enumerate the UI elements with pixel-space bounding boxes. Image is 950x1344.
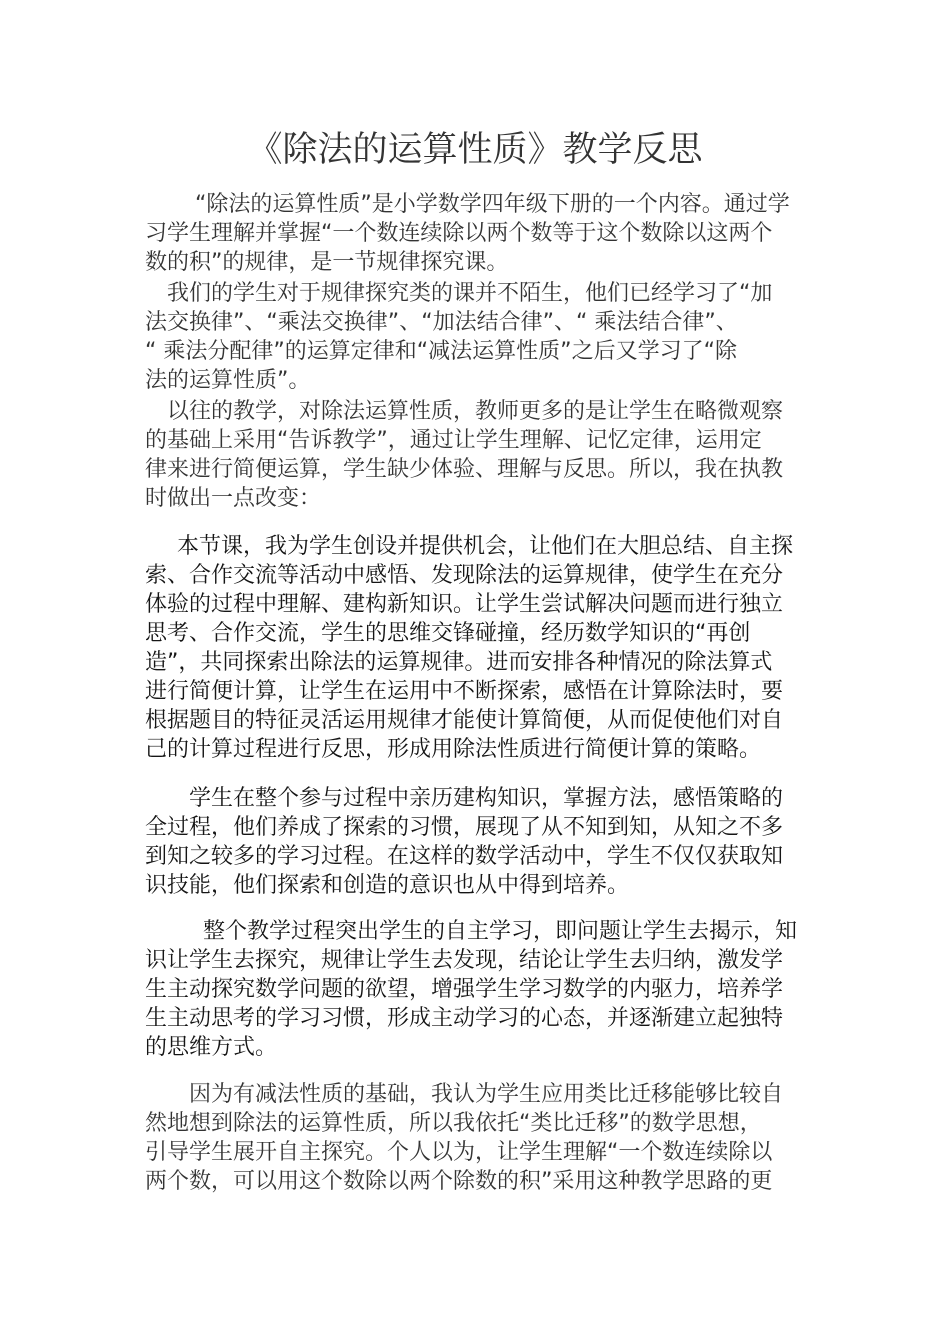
paragraph-line: 本节课，我为学生创设并提供机会，让他们在大胆总结、自主探 [177, 534, 794, 559]
paragraph-line: 进行简便计算，让学生在运用中不断探索，感悟在计算除法时，要 [145, 679, 784, 704]
paragraph-line: 索、合作交流等活动中感悟、发现除法的运算规律，使学生在充分 [145, 563, 784, 588]
paragraph-line: 学生在整个参与过程中亲历建构知识，掌握方法，感悟策略的 [189, 786, 784, 811]
paragraph-line: 时做出一点改变： [145, 486, 322, 511]
paragraph-line: 习学生理解并掌握“一个数连续除以两个数等于这个数除以这两个 [145, 221, 773, 246]
paragraph-line: “ 乘法分配律”的运算定律和“减法运算性质”之后又学习了“除 [145, 339, 737, 364]
paragraph-line: “除法的运算性质”是小学数学四年级下册的一个内容。通过学 [195, 192, 790, 217]
paragraph-line: 以往的教学，对除法运算性质，教师更多的是让学生在略微观察 [167, 399, 784, 424]
paragraph-4 [145, 532, 813, 764]
paragraph-line: 律来进行简便运算，学生缺少体验、理解与反思。所以，我在执教 [145, 457, 784, 482]
paragraph-line: 两个数，可以用这个数除以两个除数的积”采用这种教学思路的更 [145, 1169, 773, 1194]
paragraph-line: 到知之较多的学习过程。在这样的数学活动中，学生不仅仅获取知 [145, 844, 784, 869]
paragraph-6 [145, 917, 813, 1062]
paragraph-5 [145, 784, 813, 900]
paragraph-line: 生主动思考的学习习惯，形成主动学习的心态，并逐渐建立起独特 [145, 1006, 784, 1031]
paragraph-line: 因为有减法性质的基础，我认为学生应用类比迁移能够比较自 [189, 1082, 784, 1107]
paragraph-line: 的基础上采用“告诉教学”，通过让学生理解、记忆定律，运用定 [145, 428, 762, 453]
paragraph-line: 识让学生去探究，规律让学生去发现，结论让学生去归纳，激发学 [145, 948, 784, 973]
paragraph-line: 全过程，他们养成了探索的习惯，展现了从不知到知，从知之不多 [145, 815, 784, 840]
paragraph-line: 法的运算性质”。 [145, 368, 311, 393]
paragraph-line: 根据题目的特征灵活运用规律才能使计算简便，从而促使他们对自 [145, 708, 784, 733]
document-title: 《除法的运算性质》教学反思 [247, 130, 703, 170]
paragraph-line: 引导学生展开自主探究。个人以为，让学生理解“一个数连续除以 [145, 1140, 773, 1165]
paragraph-line: 体验的过程中理解、建构新知识。让学生尝试解决问题而进行独立 [145, 592, 784, 617]
paragraph-line: 法交换律”、“乘法交换律”、“加法结合律”、“ 乘法结合律”、 [145, 310, 738, 335]
paragraph-3 [145, 397, 813, 513]
paragraph-line: 己的计算过程进行反思，形成用除法性质进行简便计算的策略。 [145, 737, 762, 762]
paragraph-line: 的思维方式。 [145, 1035, 278, 1060]
paragraph-line: 思考、合作交流，学生的思维交锋碰撞，经历数学知识的“再创 [145, 621, 751, 646]
paragraph-7 [145, 1080, 813, 1196]
paragraph-line: 识技能，他们探索和创造的意识也从中得到培养。 [145, 873, 630, 898]
paragraph-2 [145, 279, 813, 395]
paragraph-line: 数的积”的规律，是一节规律探究课。 [145, 250, 509, 275]
paragraph-line: 我们的学生对于规律探究类的课并不陌生，他们已经学习了“加 [167, 281, 773, 306]
paragraph-line: 整个教学过程突出学生的自主学习，即问题让学生去揭示，知 [203, 919, 798, 944]
paragraph-1 [145, 190, 813, 277]
paragraph-line: 然地想到除法的运算性质，所以我依托“类比迁移”的数学思想， [145, 1111, 762, 1136]
paragraph-line: 造”，共同探索出除法的运算规律。进而安排各种情况的除法算式 [145, 650, 773, 675]
paragraph-line: 生主动探究数学问题的欲望，增强学生学习数学的内驱力，培养学 [145, 977, 784, 1002]
